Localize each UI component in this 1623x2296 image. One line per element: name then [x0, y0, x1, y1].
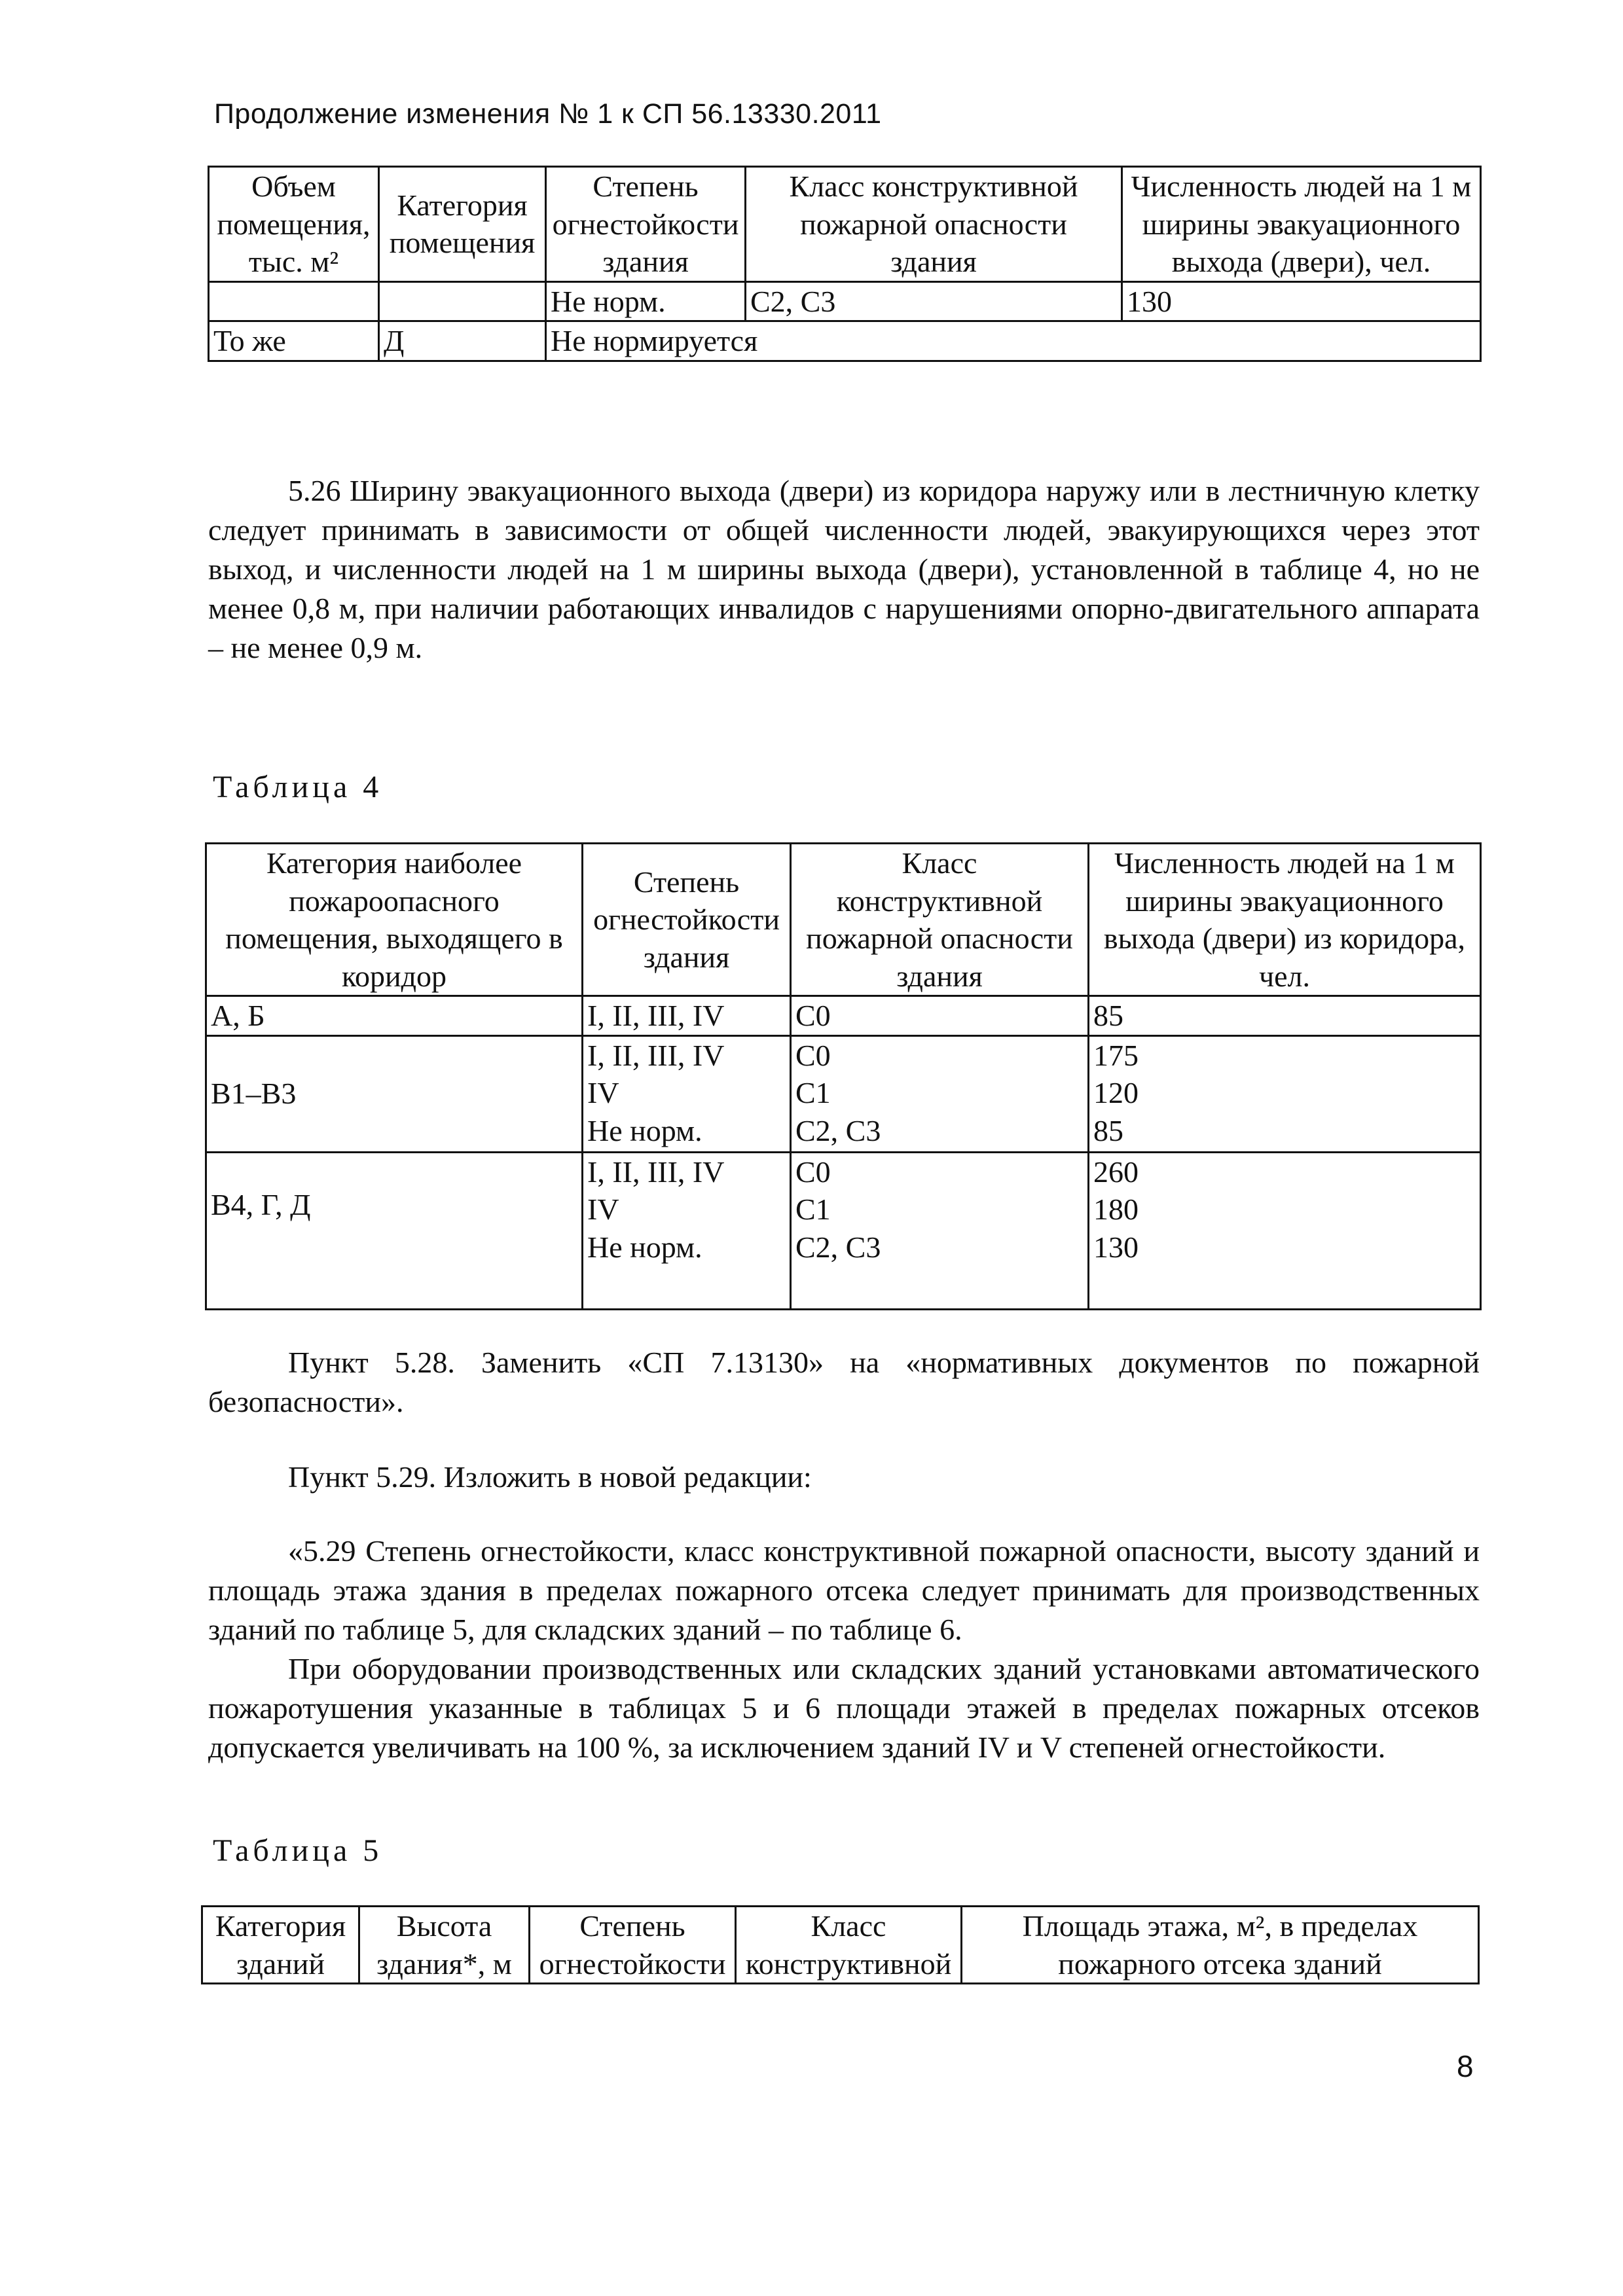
table-header-row	[202, 1907, 1479, 1984]
table-5	[201, 1905, 1480, 1984]
table-cell: Не норм.	[546, 281, 746, 321]
table-header-row	[209, 167, 1481, 282]
table-row	[206, 1035, 1481, 1152]
table-cell: Не нормируется	[546, 321, 1481, 361]
table-cell: С0 С1 С2, С3	[791, 1035, 1089, 1152]
header-cell-count: Численность людей на 1 м ширины эвакуационного выхода (двери) из коридора, чел.	[1089, 844, 1481, 996]
table-cell: Д	[379, 321, 546, 361]
table-cell: 260 180 130	[1089, 1152, 1481, 1309]
table-row	[209, 321, 1481, 361]
continued-table	[208, 166, 1482, 362]
table-cell: 175 120 85	[1089, 1035, 1481, 1152]
table-row	[206, 1152, 1481, 1309]
paragraph-5-29-intro: Пункт 5.29. Изложить в новой редакции:	[288, 1460, 812, 1494]
table-cell: I, II, III, IV IV Не норм.	[583, 1152, 791, 1309]
table-cell: I, II, III, IV	[583, 996, 791, 1036]
table-5-caption: Таблица 5	[213, 1833, 383, 1868]
header-cell-class: Класс конструктивной пожарной опасности здания	[791, 844, 1089, 996]
table-cell: В4, Г, Д	[206, 1152, 583, 1309]
table-cell: 130	[1122, 281, 1481, 321]
table-cell	[379, 281, 546, 321]
table-4	[205, 842, 1482, 1310]
table-cell	[209, 281, 379, 321]
page-header: Продолжение изменения № 1 к СП 56.13330.2011	[214, 98, 882, 130]
paragraph-5-29-text: «5.29 Степень огнестойкости, класс конструктивной пожарной опасности, высоту зданий и площадь этажа здания в пределах пожарного отсека следует принимать для производственных зданий по таблице 5, для складских зданий – по таблице 6.	[208, 1534, 1480, 1646]
header-cell-category: Категория наиболее пожароопасного помещения, выходящего в коридор	[206, 844, 583, 996]
header-cell-category: Категория помещения	[379, 167, 546, 282]
header-cell-count: Численность людей на 1 м ширины эвакуационного выхода (двери), чел.	[1122, 167, 1481, 282]
table-row	[209, 281, 1481, 321]
table-cell: В1–В3	[206, 1035, 583, 1152]
table-cell: I, II, III, IV IV Не норм.	[583, 1035, 791, 1152]
table-cell: А, Б	[206, 996, 583, 1036]
table-4-caption: Таблица 4	[213, 770, 383, 804]
table-cell: 85	[1089, 996, 1481, 1036]
paragraph-5-26: 5.26 Ширину эвакуационного выхода (двери) из коридора наружу или в лестничную клетку следует принимать в зависимости от общей численности людей, эвакуирующихся через этот выход, и численности людей на 1 м ширины выхода (двери), установленной в таблице 4, но не менее 0,8 м, при наличии работающих инвалидов с нарушениями опорно-двигательного аппарата – не менее 0,9 м.	[208, 474, 1480, 664]
header-cell-area: Площадь этажа, м², в пределах пожарного отсека зданий	[962, 1907, 1479, 1984]
table-cell: С2, С3	[746, 281, 1122, 321]
table-cell: С0	[791, 996, 1089, 1036]
header-cell-degree: Степень огнестойкости	[530, 1907, 736, 1984]
table-row	[206, 996, 1481, 1036]
header-cell-volume: Объем помещения, тыс. м²	[209, 167, 379, 282]
table-header-row	[206, 844, 1481, 996]
header-cell-class: Класс конструктивной пожарной опасности здания	[746, 167, 1122, 282]
header-cell-degree: Степень огнестойкости здания	[546, 167, 746, 282]
table-cell: То же	[209, 321, 379, 361]
table-cell: С0 С1 С2, С3	[791, 1152, 1089, 1309]
header-cell-class: Класс конструктивной	[736, 1907, 962, 1984]
paragraph-5-29-extra: При оборудовании производственных или складских зданий установками автоматического пожаротушения указанные в таблицах 5 и 6 площади этажей в пределах пожарных отсеков допускается увеличивать на 100 %, за исключением зданий IV и V степеней огнестойкости.	[208, 1652, 1480, 1764]
paragraph-5-28: Пункт 5.28. Заменить «СП 7.13130» на «нормативных документов по пожарной безопасности».	[208, 1346, 1480, 1418]
header-cell-height: Высота здания*, м	[359, 1907, 530, 1984]
header-cell-category: Категория зданий	[202, 1907, 359, 1984]
header-cell-degree: Степень огнестойкости здания	[583, 844, 791, 996]
page-number: 8	[1457, 2049, 1474, 2083]
